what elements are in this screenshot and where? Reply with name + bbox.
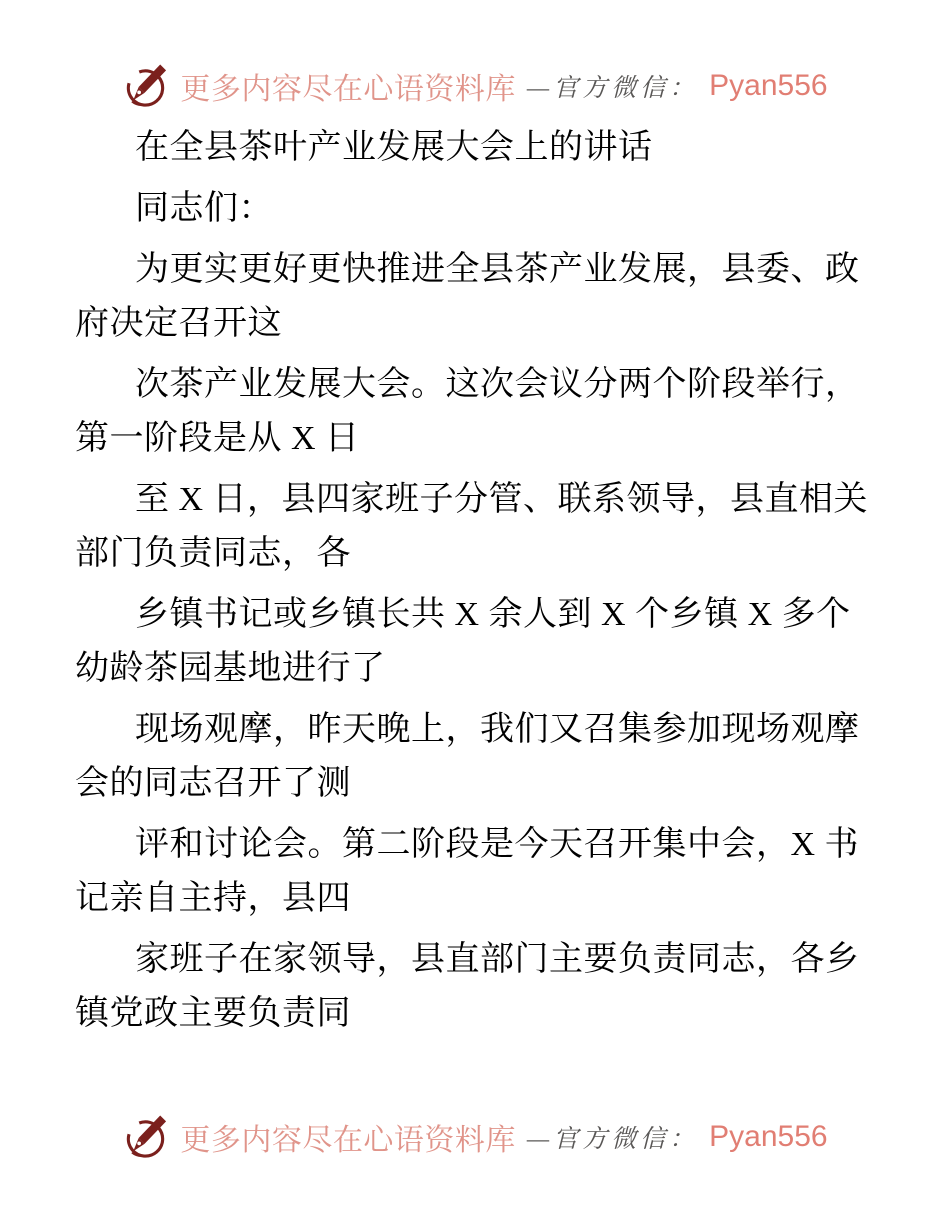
line-text: 为更实更好更快推进全县茶产业发展，县委、政 bbox=[135, 251, 860, 288]
document-line bbox=[75, 757, 880, 811]
document-line bbox=[75, 358, 880, 412]
document-line bbox=[75, 121, 880, 175]
line-text: 同志们： bbox=[135, 190, 273, 227]
line-text: 家班子在家领导，县直部门主要负责同志，各乡 bbox=[135, 941, 860, 978]
line-text: 会的同志召开了测 bbox=[75, 765, 351, 802]
document-line bbox=[75, 473, 880, 527]
brand-text: 更多内容尽在心语资料库 bbox=[180, 1124, 516, 1157]
document-line bbox=[75, 297, 880, 351]
pen-nib-swirl-logo-icon bbox=[122, 61, 169, 111]
document-line bbox=[75, 818, 880, 872]
line-text: 至 X 日，县四家班子分管、联系领导，县直相关 bbox=[135, 481, 869, 518]
line-text: 第一阶段是从 X 日 bbox=[75, 420, 360, 457]
wechat-label: —官方微信： bbox=[526, 1126, 699, 1153]
document-line bbox=[75, 642, 880, 696]
line-text: 在全县茶叶产业发展大会上的讲话 bbox=[135, 129, 653, 166]
document-body bbox=[75, 114, 880, 1041]
wechat-id: Pyan556 bbox=[709, 69, 828, 102]
document-line bbox=[75, 703, 880, 757]
header-watermark bbox=[0, 61, 950, 111]
line-text: 乡镇书记或乡镇长共 X 余人到 X 个乡镇 X 多个 bbox=[135, 596, 851, 633]
document-line bbox=[75, 243, 880, 297]
wechat-id: Pyan556 bbox=[709, 1120, 828, 1153]
document-line bbox=[75, 588, 880, 642]
footer-watermark bbox=[0, 1112, 950, 1162]
document-line bbox=[75, 872, 880, 926]
line-text: 现场观摩，昨天晚上，我们又召集参加现场观摩 bbox=[135, 711, 860, 748]
pen-nib-swirl-logo-icon bbox=[122, 1112, 169, 1162]
line-text: 府决定召开这 bbox=[75, 305, 282, 342]
line-text: 镇党政主要负责同 bbox=[75, 995, 351, 1032]
document-line bbox=[75, 182, 880, 236]
brand-text: 更多内容尽在心语资料库 bbox=[180, 73, 516, 106]
line-text: 部门负责同志，各 bbox=[75, 535, 351, 572]
document-line bbox=[75, 412, 880, 466]
line-text: 次茶产业发展大会。这次会议分两个阶段举行， bbox=[135, 366, 860, 403]
document-line bbox=[75, 933, 880, 987]
line-text: 记亲自主持，县四 bbox=[75, 880, 351, 917]
document-line bbox=[75, 987, 880, 1041]
line-text: 幼龄茶园基地进行了 bbox=[75, 650, 386, 687]
line-text: 评和讨论会。第二阶段是今天召开集中会，X 书 bbox=[135, 826, 860, 863]
wechat-label: —官方微信： bbox=[526, 75, 699, 102]
document-line bbox=[75, 527, 880, 581]
